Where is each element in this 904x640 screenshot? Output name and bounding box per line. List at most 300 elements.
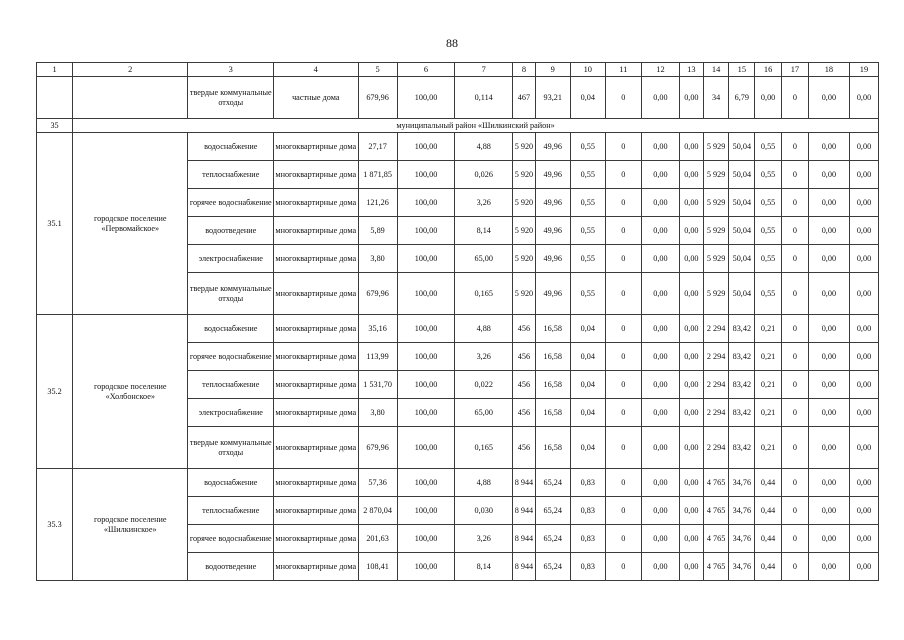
value-cell: 4,88 bbox=[455, 469, 513, 497]
value-cell: 5 929 bbox=[703, 189, 729, 217]
value-cell: 0 bbox=[781, 371, 808, 399]
value-cell: 0,00 bbox=[849, 133, 878, 161]
value-cell: 0,00 bbox=[808, 161, 849, 189]
value-cell: 0 bbox=[605, 553, 641, 581]
municipality-cell: городское поселение «Первомайское» bbox=[73, 133, 188, 315]
column-header: 15 bbox=[729, 63, 755, 77]
value-cell: 83,42 bbox=[729, 427, 755, 469]
value-cell: 0 bbox=[781, 343, 808, 371]
value-cell: 121,26 bbox=[358, 189, 397, 217]
value-cell: 8 944 bbox=[513, 497, 536, 525]
housing-type-cell: многоквартирные дома bbox=[274, 217, 359, 245]
value-cell: 4,88 bbox=[455, 315, 513, 343]
value-cell: 0 bbox=[781, 525, 808, 553]
value-cell: 16,58 bbox=[535, 399, 570, 427]
value-cell: 5 929 bbox=[703, 161, 729, 189]
housing-type-cell: многоквартирные дома bbox=[274, 525, 359, 553]
value-cell: 8 944 bbox=[513, 525, 536, 553]
value-cell: 0 bbox=[781, 245, 808, 273]
value-cell: 2 294 bbox=[703, 399, 729, 427]
value-cell: 0 bbox=[781, 77, 808, 119]
value-cell: 0,04 bbox=[570, 371, 605, 399]
column-header: 5 bbox=[358, 63, 397, 77]
housing-type-cell: многоквартирные дома bbox=[274, 245, 359, 273]
value-cell: 100,00 bbox=[397, 315, 455, 343]
value-cell: 0,00 bbox=[849, 469, 878, 497]
housing-type-cell: многоквартирные дома bbox=[274, 469, 359, 497]
value-cell: 0,83 bbox=[570, 469, 605, 497]
value-cell: 0 bbox=[605, 161, 641, 189]
value-cell: 100,00 bbox=[397, 525, 455, 553]
value-cell: 100,00 bbox=[397, 161, 455, 189]
table-row bbox=[37, 77, 879, 119]
value-cell: 0 bbox=[781, 497, 808, 525]
value-cell: 65,00 bbox=[455, 245, 513, 273]
column-header: 14 bbox=[703, 63, 729, 77]
value-cell: 5,89 bbox=[358, 217, 397, 245]
value-cell: 0,83 bbox=[570, 497, 605, 525]
value-cell: 456 bbox=[513, 343, 536, 371]
value-cell: 0 bbox=[781, 273, 808, 315]
value-cell: 5 920 bbox=[513, 245, 536, 273]
section-number-cell: 35 bbox=[37, 119, 73, 133]
value-cell: 0,165 bbox=[455, 273, 513, 315]
column-header: 16 bbox=[755, 63, 782, 77]
value-cell: 4 765 bbox=[703, 525, 729, 553]
value-cell: 49,96 bbox=[535, 273, 570, 315]
service-cell: электроснабжение bbox=[188, 245, 274, 273]
value-cell: 0,026 bbox=[455, 161, 513, 189]
column-header: 6 bbox=[397, 63, 455, 77]
value-cell: 0,83 bbox=[570, 553, 605, 581]
value-cell: 0 bbox=[605, 189, 641, 217]
value-cell: 0,00 bbox=[849, 525, 878, 553]
housing-type-cell: многоквартирные дома bbox=[274, 553, 359, 581]
value-cell: 0 bbox=[605, 469, 641, 497]
value-cell: 0,00 bbox=[641, 343, 679, 371]
value-cell: 4 765 bbox=[703, 553, 729, 581]
value-cell: 100,00 bbox=[397, 77, 455, 119]
value-cell: 35,16 bbox=[358, 315, 397, 343]
value-cell: 0,00 bbox=[849, 427, 878, 469]
value-cell: 0,00 bbox=[641, 133, 679, 161]
value-cell: 0,00 bbox=[808, 217, 849, 245]
value-cell: 0 bbox=[605, 217, 641, 245]
value-cell: 100,00 bbox=[397, 273, 455, 315]
value-cell: 0,44 bbox=[755, 553, 782, 581]
value-cell: 0 bbox=[781, 469, 808, 497]
value-cell: 0,00 bbox=[680, 77, 704, 119]
value-cell: 0,00 bbox=[641, 315, 679, 343]
value-cell: 0,00 bbox=[849, 161, 878, 189]
housing-type-cell: многоквартирные дома bbox=[274, 161, 359, 189]
value-cell: 0,00 bbox=[849, 497, 878, 525]
value-cell: 83,42 bbox=[729, 343, 755, 371]
value-cell: 0 bbox=[605, 315, 641, 343]
municipality-cell: городское поселение «Холбонское» bbox=[73, 315, 188, 469]
value-cell: 0 bbox=[605, 77, 641, 119]
group-number-cell: 35.1 bbox=[37, 133, 73, 315]
header-row bbox=[37, 63, 879, 77]
value-cell: 5 929 bbox=[703, 245, 729, 273]
value-cell: 0,00 bbox=[680, 553, 704, 581]
value-cell: 34,76 bbox=[729, 553, 755, 581]
column-header: 13 bbox=[680, 63, 704, 77]
value-cell: 0,44 bbox=[755, 469, 782, 497]
value-cell: 0,00 bbox=[641, 399, 679, 427]
value-cell: 0,00 bbox=[680, 343, 704, 371]
value-cell: 0,00 bbox=[680, 469, 704, 497]
value-cell: 27,17 bbox=[358, 133, 397, 161]
value-cell: 34,76 bbox=[729, 497, 755, 525]
value-cell: 100,00 bbox=[397, 427, 455, 469]
value-cell: 0,44 bbox=[755, 497, 782, 525]
value-cell: 5 929 bbox=[703, 273, 729, 315]
value-cell: 0 bbox=[781, 217, 808, 245]
value-cell: 0,00 bbox=[680, 273, 704, 315]
value-cell: 5 920 bbox=[513, 273, 536, 315]
value-cell: 0 bbox=[781, 427, 808, 469]
value-cell: 50,04 bbox=[729, 189, 755, 217]
service-cell: теплоснабжение bbox=[188, 497, 274, 525]
value-cell: 0,00 bbox=[808, 77, 849, 119]
section-row bbox=[37, 119, 879, 133]
value-cell: 0,022 bbox=[455, 371, 513, 399]
column-header: 2 bbox=[73, 63, 188, 77]
value-cell: 1 531,70 bbox=[358, 371, 397, 399]
value-cell: 0,00 bbox=[849, 315, 878, 343]
value-cell: 16,58 bbox=[535, 427, 570, 469]
service-cell: водоснабжение bbox=[188, 469, 274, 497]
column-header: 11 bbox=[605, 63, 641, 77]
value-cell: 2 294 bbox=[703, 343, 729, 371]
housing-type-cell: многоквартирные дома bbox=[274, 133, 359, 161]
value-cell: 100,00 bbox=[397, 469, 455, 497]
value-cell: 34,76 bbox=[729, 469, 755, 497]
value-cell: 49,96 bbox=[535, 189, 570, 217]
value-cell: 0,21 bbox=[755, 371, 782, 399]
value-cell: 0,00 bbox=[808, 553, 849, 581]
value-cell: 49,96 bbox=[535, 217, 570, 245]
service-cell: горячее водоснабжение bbox=[188, 343, 274, 371]
value-cell: 0 bbox=[781, 133, 808, 161]
municipality-cell bbox=[73, 77, 188, 119]
value-cell: 34,76 bbox=[729, 525, 755, 553]
service-cell: горячее водоснабжение bbox=[188, 525, 274, 553]
value-cell: 65,24 bbox=[535, 525, 570, 553]
housing-type-cell: многоквартирные дома bbox=[274, 343, 359, 371]
value-cell: 83,42 bbox=[729, 315, 755, 343]
value-cell: 50,04 bbox=[729, 217, 755, 245]
service-cell: твердые коммунальные отходы bbox=[188, 273, 274, 315]
value-cell: 0,00 bbox=[641, 469, 679, 497]
value-cell: 0,00 bbox=[849, 371, 878, 399]
value-cell: 0 bbox=[605, 427, 641, 469]
value-cell: 83,42 bbox=[729, 399, 755, 427]
value-cell: 100,00 bbox=[397, 553, 455, 581]
value-cell: 0,00 bbox=[849, 273, 878, 315]
value-cell: 679,96 bbox=[358, 427, 397, 469]
value-cell: 65,00 bbox=[455, 399, 513, 427]
service-cell: водоснабжение bbox=[188, 315, 274, 343]
value-cell: 0 bbox=[605, 371, 641, 399]
value-cell: 50,04 bbox=[729, 273, 755, 315]
value-cell: 0,00 bbox=[808, 189, 849, 217]
housing-type-cell: многоквартирные дома bbox=[274, 371, 359, 399]
value-cell: 0,83 bbox=[570, 525, 605, 553]
value-cell: 0,55 bbox=[755, 189, 782, 217]
value-cell: 0,04 bbox=[570, 427, 605, 469]
value-cell: 456 bbox=[513, 399, 536, 427]
value-cell: 49,96 bbox=[535, 133, 570, 161]
table-row bbox=[37, 133, 879, 161]
housing-type-cell: многоквартирные дома bbox=[274, 427, 359, 469]
value-cell: 456 bbox=[513, 371, 536, 399]
column-header: 8 bbox=[513, 63, 536, 77]
value-cell: 0,030 bbox=[455, 497, 513, 525]
value-cell: 100,00 bbox=[397, 399, 455, 427]
value-cell: 0,55 bbox=[570, 161, 605, 189]
value-cell: 49,96 bbox=[535, 161, 570, 189]
value-cell: 100,00 bbox=[397, 245, 455, 273]
value-cell: 0,00 bbox=[849, 553, 878, 581]
value-cell: 100,00 bbox=[397, 189, 455, 217]
value-cell: 0,00 bbox=[641, 245, 679, 273]
value-cell: 49,96 bbox=[535, 245, 570, 273]
value-cell: 0,00 bbox=[680, 399, 704, 427]
value-cell: 0,00 bbox=[849, 343, 878, 371]
value-cell: 3,80 bbox=[358, 245, 397, 273]
value-cell: 0,00 bbox=[755, 77, 782, 119]
value-cell: 50,04 bbox=[729, 133, 755, 161]
municipality-cell: городское поселение «Шилкинское» bbox=[73, 469, 188, 581]
value-cell: 0 bbox=[605, 133, 641, 161]
value-cell: 100,00 bbox=[397, 497, 455, 525]
value-cell: 0,04 bbox=[570, 315, 605, 343]
value-cell: 5 920 bbox=[513, 189, 536, 217]
value-cell: 8,14 bbox=[455, 553, 513, 581]
value-cell: 0,00 bbox=[808, 469, 849, 497]
service-cell: электроснабжение bbox=[188, 399, 274, 427]
value-cell: 0,00 bbox=[808, 133, 849, 161]
value-cell: 0,00 bbox=[808, 525, 849, 553]
value-cell: 113,99 bbox=[358, 343, 397, 371]
value-cell: 0,00 bbox=[849, 77, 878, 119]
value-cell: 0,55 bbox=[755, 245, 782, 273]
value-cell: 0,114 bbox=[455, 77, 513, 119]
value-cell: 6,79 bbox=[729, 77, 755, 119]
value-cell: 0,00 bbox=[680, 497, 704, 525]
value-cell: 100,00 bbox=[397, 371, 455, 399]
value-cell: 0,55 bbox=[570, 189, 605, 217]
value-cell: 5 920 bbox=[513, 217, 536, 245]
column-header: 19 bbox=[849, 63, 878, 77]
value-cell: 8,14 bbox=[455, 217, 513, 245]
value-cell: 3,26 bbox=[455, 525, 513, 553]
value-cell: 3,26 bbox=[455, 189, 513, 217]
column-header: 17 bbox=[781, 63, 808, 77]
value-cell: 100,00 bbox=[397, 343, 455, 371]
column-header: 4 bbox=[274, 63, 359, 77]
value-cell: 0,55 bbox=[570, 245, 605, 273]
service-cell: водоотведение bbox=[188, 217, 274, 245]
value-cell: 0,44 bbox=[755, 525, 782, 553]
value-cell: 0 bbox=[781, 315, 808, 343]
column-header: 7 bbox=[455, 63, 513, 77]
value-cell: 2 294 bbox=[703, 315, 729, 343]
value-cell: 0,00 bbox=[808, 497, 849, 525]
value-cell: 2 870,04 bbox=[358, 497, 397, 525]
value-cell: 65,24 bbox=[535, 497, 570, 525]
value-cell: 100,00 bbox=[397, 133, 455, 161]
value-cell: 0,55 bbox=[755, 217, 782, 245]
service-cell: теплоснабжение bbox=[188, 161, 274, 189]
column-header: 1 bbox=[37, 63, 73, 77]
value-cell: 0 bbox=[605, 525, 641, 553]
value-cell: 2 294 bbox=[703, 427, 729, 469]
value-cell: 2 294 bbox=[703, 371, 729, 399]
housing-type-cell: многоквартирные дома bbox=[274, 497, 359, 525]
row-number-cell bbox=[37, 77, 73, 119]
value-cell: 0,00 bbox=[808, 273, 849, 315]
value-cell: 0,00 bbox=[641, 525, 679, 553]
value-cell: 57,36 bbox=[358, 469, 397, 497]
value-cell: 65,24 bbox=[535, 469, 570, 497]
value-cell: 1 871,85 bbox=[358, 161, 397, 189]
value-cell: 0,55 bbox=[755, 161, 782, 189]
column-header: 12 bbox=[641, 63, 679, 77]
value-cell: 4 765 bbox=[703, 469, 729, 497]
value-cell: 0,00 bbox=[680, 133, 704, 161]
value-cell: 0 bbox=[605, 245, 641, 273]
value-cell: 0,55 bbox=[570, 273, 605, 315]
value-cell: 4,88 bbox=[455, 133, 513, 161]
value-cell: 0,00 bbox=[641, 497, 679, 525]
value-cell: 0 bbox=[605, 399, 641, 427]
value-cell: 5 920 bbox=[513, 161, 536, 189]
value-cell: 0,00 bbox=[641, 77, 679, 119]
value-cell: 0,00 bbox=[680, 217, 704, 245]
value-cell: 0,00 bbox=[808, 343, 849, 371]
column-header: 3 bbox=[188, 63, 274, 77]
value-cell: 679,96 bbox=[358, 77, 397, 119]
service-cell: водоотведение bbox=[188, 553, 274, 581]
value-cell: 0,21 bbox=[755, 315, 782, 343]
value-cell: 0,00 bbox=[808, 315, 849, 343]
value-cell: 0,00 bbox=[808, 399, 849, 427]
value-cell: 0 bbox=[605, 343, 641, 371]
column-header: 9 bbox=[535, 63, 570, 77]
value-cell: 0,00 bbox=[680, 525, 704, 553]
value-cell: 16,58 bbox=[535, 315, 570, 343]
value-cell: 0,04 bbox=[570, 77, 605, 119]
value-cell: 16,58 bbox=[535, 343, 570, 371]
value-cell: 0 bbox=[781, 189, 808, 217]
value-cell: 0,00 bbox=[641, 553, 679, 581]
housing-type-cell: частные дома bbox=[274, 77, 359, 119]
value-cell: 65,24 bbox=[535, 553, 570, 581]
value-cell: 50,04 bbox=[729, 245, 755, 273]
value-cell: 0,00 bbox=[849, 189, 878, 217]
group-number-cell: 35.2 bbox=[37, 315, 73, 469]
value-cell: 0,00 bbox=[680, 189, 704, 217]
value-cell: 100,00 bbox=[397, 217, 455, 245]
page-number: 88 bbox=[446, 36, 458, 50]
value-cell: 0,00 bbox=[808, 371, 849, 399]
value-cell: 0,21 bbox=[755, 427, 782, 469]
housing-type-cell: многоквартирные дома bbox=[274, 399, 359, 427]
value-cell: 5 920 bbox=[513, 133, 536, 161]
value-cell: 0,00 bbox=[680, 315, 704, 343]
value-cell: 0,04 bbox=[570, 399, 605, 427]
section-label-cell: муниципальный район «Шилкинский район» bbox=[73, 119, 879, 133]
housing-type-cell: многоквартирные дома bbox=[274, 189, 359, 217]
service-cell: теплоснабжение bbox=[188, 371, 274, 399]
value-cell: 0 bbox=[605, 273, 641, 315]
column-header: 10 bbox=[570, 63, 605, 77]
value-cell: 0 bbox=[605, 497, 641, 525]
value-cell: 456 bbox=[513, 427, 536, 469]
value-cell: 0,00 bbox=[641, 189, 679, 217]
service-cell: твердые коммунальные отходы bbox=[188, 427, 274, 469]
value-cell: 34 bbox=[703, 77, 729, 119]
value-cell: 0,00 bbox=[808, 245, 849, 273]
value-cell: 0,55 bbox=[755, 273, 782, 315]
value-cell: 16,58 bbox=[535, 371, 570, 399]
service-cell: водоснабжение bbox=[188, 133, 274, 161]
value-cell: 0,21 bbox=[755, 343, 782, 371]
value-cell: 0,00 bbox=[680, 371, 704, 399]
value-cell: 0 bbox=[781, 553, 808, 581]
group-number-cell: 35.3 bbox=[37, 469, 73, 581]
service-cell: горячее водоснабжение bbox=[188, 189, 274, 217]
housing-type-cell: многоквартирные дома bbox=[274, 315, 359, 343]
value-cell: 0,00 bbox=[849, 245, 878, 273]
value-cell: 5 929 bbox=[703, 217, 729, 245]
service-cell: твердые коммунальные отходы bbox=[188, 77, 274, 119]
value-cell: 8 944 bbox=[513, 553, 536, 581]
value-cell: 0,04 bbox=[570, 343, 605, 371]
value-cell: 0,55 bbox=[570, 217, 605, 245]
value-cell: 0,55 bbox=[755, 133, 782, 161]
value-cell: 4 765 bbox=[703, 497, 729, 525]
data-table bbox=[36, 62, 879, 581]
table-row bbox=[37, 315, 879, 343]
table-row bbox=[37, 469, 879, 497]
value-cell: 0,00 bbox=[680, 161, 704, 189]
value-cell: 0,00 bbox=[849, 217, 878, 245]
value-cell: 108,41 bbox=[358, 553, 397, 581]
value-cell: 0,00 bbox=[680, 245, 704, 273]
value-cell: 0,00 bbox=[808, 427, 849, 469]
value-cell: 0,00 bbox=[641, 371, 679, 399]
value-cell: 0,00 bbox=[680, 427, 704, 469]
value-cell: 0,00 bbox=[641, 427, 679, 469]
value-cell: 0,00 bbox=[641, 161, 679, 189]
value-cell: 679,96 bbox=[358, 273, 397, 315]
value-cell: 0,55 bbox=[570, 133, 605, 161]
value-cell: 50,04 bbox=[729, 161, 755, 189]
value-cell: 83,42 bbox=[729, 371, 755, 399]
value-cell: 0,00 bbox=[641, 217, 679, 245]
value-cell: 0,00 bbox=[641, 273, 679, 315]
value-cell: 467 bbox=[513, 77, 536, 119]
column-header: 18 bbox=[808, 63, 849, 77]
value-cell: 0 bbox=[781, 161, 808, 189]
value-cell: 0,00 bbox=[849, 399, 878, 427]
value-cell: 456 bbox=[513, 315, 536, 343]
value-cell: 3,26 bbox=[455, 343, 513, 371]
